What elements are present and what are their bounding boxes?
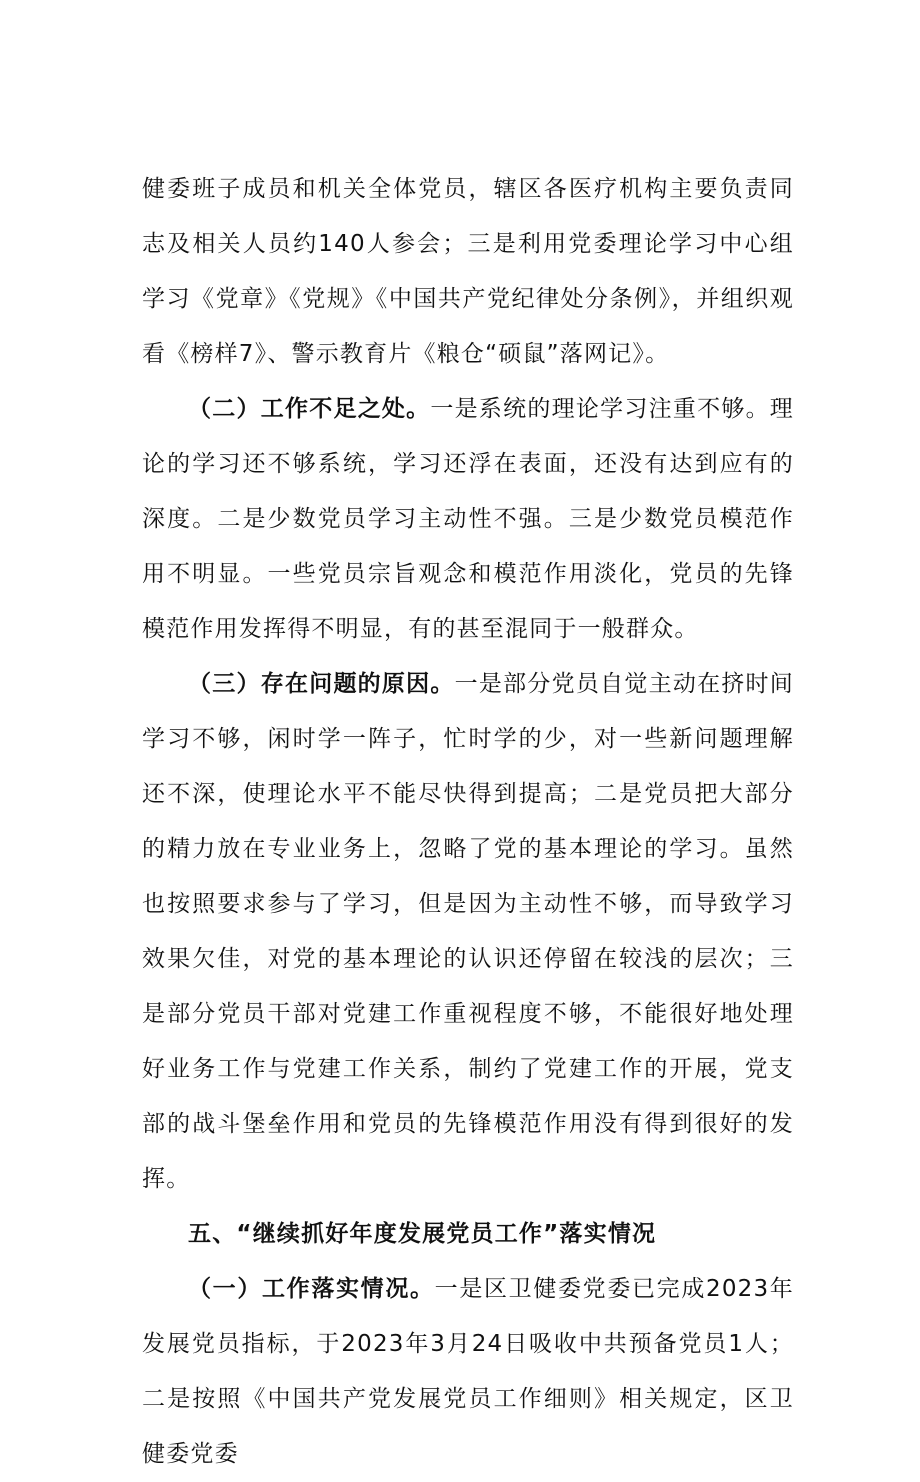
paragraph-text: 一是部分党员自觉主动在挤时间学习不够，闲时学一阵子，忙时学的少，对一些新问题理解还不深，使理论水平不能尽快得到提高；二是党员把大部分的精力放在专业业务上，忽略了党的基本理论的学习。虽然也按照要求参与了学习，但是因为主动性不够，而导致学习效果欠佳，对党的基本理论的认识还停留在较浅的层次；三是部分党员干部对党建工作重视程度不够，不能很好地处理好业务工作与党建工作关系，制约了党建工作的开展，党支部的战斗堡垒作用和党员的先锋模范作用没有得到很好的发挥。 bbox=[142, 671, 794, 1192]
paragraph-causes bbox=[142, 657, 794, 1207]
paragraph-text: 一是区卫健委党委已完成2023年发展党员指标，于2023年3月24日吸收中共预备党员1人；二是按照《中国共产党发展党员工作细则》相关规定，区卫健委党委 bbox=[142, 1276, 795, 1467]
paragraph-implementation bbox=[142, 1262, 794, 1482]
paragraph-continuation bbox=[142, 162, 794, 382]
subheading-shortcomings: （二）工作不足之处。 bbox=[188, 396, 431, 422]
paragraph-shortcomings bbox=[142, 382, 794, 657]
subheading-implementation: （一）工作落实情况。 bbox=[188, 1276, 435, 1302]
document-body bbox=[142, 162, 794, 1482]
paragraph-text: 一是系统的理论学习注重不够。理论的学习还不够系统，学习还浮在表面，还没有达到应有的深度。二是少数党员学习主动性不强。三是少数党员模范作用不明显。一些党员宗旨观念和模范作用淡化，党员的先锋模范作用发挥得不明显，有的甚至混同于一般群众。 bbox=[142, 396, 795, 642]
section-heading: 五、“继续抓好年度发展党员工作”落实情况 bbox=[188, 1221, 657, 1247]
subheading-causes: （三）存在问题的原因。 bbox=[188, 671, 455, 697]
paragraph-text: 健委班子成员和机关全体党员，辖区各医疗机构主要负责同志及相关人员约140人参会；三是利用党委理论学习中心组学习《党章》《党规》《中国共产党纪律处分条例》，并组织观看《榜样7》、警示教育片《粮仓“硕鼠”落网记》。 bbox=[142, 176, 794, 367]
